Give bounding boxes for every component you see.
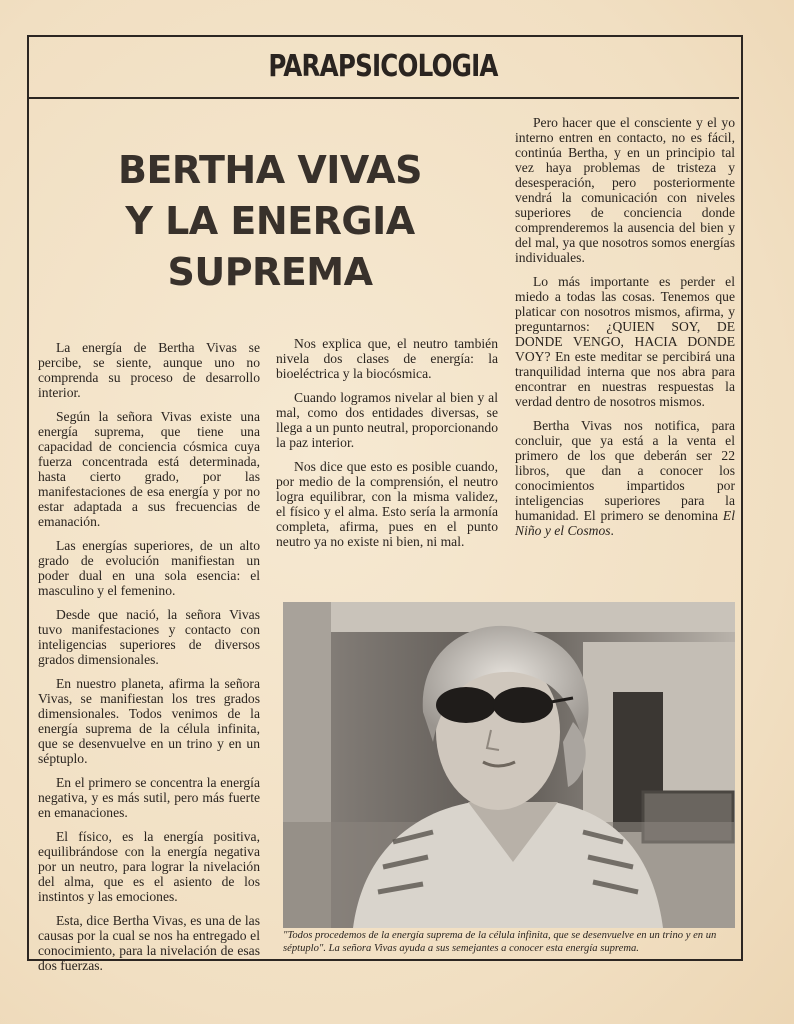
paragraph: Desde que nació, la señora Vivas tuvo manifestaciones y contacto con inteligencias superiores de diversos grados dimensionales. — [38, 607, 260, 667]
headline-line-2: Y LA ENERGIA — [125, 199, 415, 243]
paragraph-final — [515, 418, 735, 538]
column-right — [515, 115, 735, 547]
portrait-photo — [283, 602, 735, 928]
paragraph: Nos dice que esto es posible cuando, por medio de la comprensión, el neutro logra equilibrar, con la misma validez, el físico y el alma. Esto sería la armonía completa, afirma, pues en el punto neutro ya no existe ni bien, ni mal. — [276, 459, 498, 549]
paragraph: Esta, dice Bertha Vivas, es una de las causas por la cual se nos ha entregado el conocimiento, para la nivelación de esas dos fuerzas. — [38, 913, 260, 973]
headline-line-3: SUPREMA — [167, 250, 373, 294]
section-header — [27, 35, 739, 99]
photo-caption: "Todos procedemos de la energía suprema de la célula infinita, que se desenvuelve en un trino y en un séptuplo". La señora Vivas ayuda a sus semejantes a conocer esta energía suprema. — [283, 930, 717, 954]
column-middle — [276, 336, 498, 558]
paragraph: En nuestro planeta, afirma la señora Vivas, se manifiestan los tres grados dimensionales. Todos venimos de la energía suprema de la célula infinita, que se desenvuelve en un trino y en un séptuplo. — [38, 676, 260, 766]
section-title: PARAPSICOLOGIA — [268, 49, 498, 84]
paragraph: Las energías superiores, de un alto grado de evolución manifiestan un poder dual en una sola esencia: el masculino y el femenino. — [38, 538, 260, 598]
paragraph: La energía de Bertha Vivas se percibe, se siente, aunque uno no comprenda su proceso de desarrollo interior. — [38, 340, 260, 400]
paragraph: El físico, es la energía positiva, equilibrándose con la energía negativa por un neutro, para lograr la nivelación del alma, que es el asiento de los instintos y las emociones. — [38, 829, 260, 904]
paragraph: Lo más importante es perder el miedo a todas las cosas. Tenemos que platicar con nosotros mismos, afirma, y preguntarnos: ¿QUIEN SOY, DE DONDE VENGO, HACIA DONDE VOY? En este meditar se percibirá una tranquilidad interna que nos abra para encontrar en nuestras respuestas la verdad dentro de nosotros mismos. — [515, 274, 735, 409]
headline-line-1: BERTHA VIVAS — [118, 148, 422, 192]
paragraph-text: Bertha Vivas nos notifica, para concluir, que ya está a la venta el primero de los que deberán ser 22 libros, que dan a conocer los conocimientos impartidos por inteligencias superiores para la humanidad. El primero se denomina — [515, 418, 735, 523]
article-headline — [95, 145, 445, 298]
paragraph-end: . — [610, 523, 614, 538]
paragraph: En el primero se concentra la energía negativa, y es más sutil, pero más fuerte en emanaciones. — [38, 775, 260, 820]
paragraph: Pero hacer que el consciente y el yo interno entren en contacto, no es fácil, continúa Bertha, y en un principio tal vez haya problemas de tristeza y desesperación, pero posteriormente vendrá la comunicación con niveles superiores de conciencia donde comprenderemos la ausencia del bien y del mal, ya que nosotros somos energías individuales. — [515, 115, 735, 265]
paragraph: Según la señora Vivas existe una energía suprema, que tiene una capacidad de conciencia cósmica cuya fuerza concentrada está determinada, hasta cierto grado, por las manifestaciones de esa energía y por no estar adaptada a sus frecuencias de emanación. — [38, 409, 260, 529]
book-title: El Niño y el Cosmos — [515, 508, 735, 538]
portrait-illustration — [283, 602, 735, 928]
paragraph: Nos explica que, el neutro también nivela dos clases de energía: la bioeléctrica y la biocósmica. — [276, 336, 498, 381]
paragraph: Cuando logramos nivelar al bien y al mal, como dos entidades diversas, se llega a un punto neutral, proporcionando la paz interior. — [276, 390, 498, 450]
column-left — [38, 340, 260, 982]
